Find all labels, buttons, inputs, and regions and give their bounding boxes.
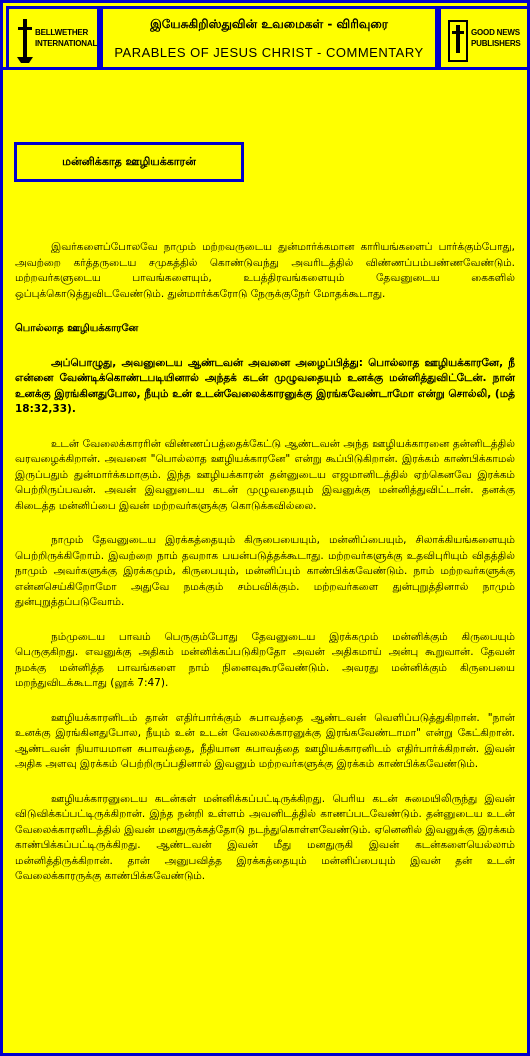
- scripture-quote: அப்பொழுது, அவனுடைய ஆண்டவன் அவனை அழைப்பித்து: பொல்லாத ஊழியக்காரனே, நீ என்னை வேண்டிக்கொண்டபடியினால் அந்தக் கடன் முழுவதையும் உனக்கு மன்னித்துவிட்டேன். நான் உனக்கு இரங்கினதுபோல, நீயும் உன் உடன்வேலைக்காரனுக்கு இரங்கவேண்டாமோ என்று சொல்லி, (மத் 18:32,33).: [15, 356, 515, 415]
- header-bar: [0, 0, 530, 70]
- paragraph: நாமும் தேவனுடைய இரக்கத்தையும் கிருபையையும், மன்னிப்பையும், சிலாக்கியங்களையும் பெற்றிருக்கிறோம். இவற்றை நாம் தவறாக பயன்படுத்தக்கூடாது. மற்றவர்களுக்கு உதவிபுரியும் விதத்தில் நாமும் அவர்களுக்கு இரக்கமும், கிருபையும், மன்னிப்பும் காண்பிக்கவேண்டும். நாம் மற்றவர்களுக்கு என்னசெய்கிறோமோ அதுவே நமக்கும் சம்பவிக்கும். மற்றவர்களை துன்புறுத்தினால் நாமும் துன்புறுத்தப்படுவோம்.: [15, 534, 515, 608]
- header-title: [100, 6, 438, 70]
- article-body: [15, 240, 515, 904]
- paragraph: நம்முடைய பாவம் பெருகும்போது தேவனுடைய இரக்கமும் மன்னிக்கும் கிருபையும் பெருகுகிறது. எவனுக்கு அதிகம் மன்னிக்கப்படுகிறதோ அவன் அதிகமாய் அன்பு கூறுவான். தேவன் நமக்கு மன்னித்த பாவங்களை நாம் நினைவுகூரவேண்டும். அவரது மன்னிக்கும் கிருபையை மறந்துவிடக்கூடாது (லூக் 7:47).: [15, 630, 515, 689]
- subheading: பொல்லாத ஊழியக்காரனே: [15, 323, 139, 334]
- paragraph: உடன் வேலைக்காரரின் விண்ணப்பத்தைக்கேட்டு ஆண்டவன் அந்த ஊழியக்காரனை தன்னிடத்தில் வரவழைக்கிறான். அவனை "பொல்லாத ஊழியக்காரனே" என்று கூப்பிடுகிறான். இரக்கம் காண்பிக்காமல் இருப்பதும் துன்மார்க்கமாகும். இந்த ஊழியக்காரன் தன்னுடைய எஜமானிடத்தில் ஏற்கெனவே இரக்கம் பெற்றிருப்பவன். அவன் இவனுடைய கடன் முழுவதையும் இவனுக்கு மன்னித்துவிட்டான். தனக்கு கிடைத்த மன்னிப்பை இவன் மற்றவர்களுக்கு கொடுக்கவில்லை.: [15, 437, 515, 512]
- title-english: PARABLES OF JESUS CHRIST - COMMENTARY: [114, 45, 424, 60]
- paragraph: ஊழியக்காரனுடைய கடன்கள் மன்னிக்கப்பட்டிருக்கிறது. பெரிய கடன் சுமையிலிருந்து இவன் விடுவிக்கப்பட்டிருக்கிறான். இந்த நன்றி உள்ளம் அவனிடத்தில் காணப்படவேண்டும். தன்னுடைய உடன் வேலைக்காரனிடத்தில் இவன் மனதுருக்கத்தோடு நடந்துகொள்ளவேண்டும். ஏனெனில் இவனுக்கு இரக்கம் காண்பிக்கப்பட்டிருக்கிறது. ஆண்டவன் இவன் மீது மனதுருகி இவன் கடன்களையெல்லாம் மன்னித்திருக்கிறான். தான் அனுபவித்த இரக்கத்தையும் மன்னிப்பையும் இவன் தன் உடன் வேலைக்காரருக்கு காண்பிக்கவேண்டும்.: [15, 792, 515, 882]
- paragraph: ஊழியக்காரனிடம் தான் எதிர்பார்க்கும் சுபாவத்தை ஆண்டவன் வெளிப்படுத்துகிறான். "நான் உனக்கு இரங்கினதுபோல, நீயும் உன் உடன் வேலைக்காரனுக்கு இரங்கவேண்டாமா" என்று கேட்கிறான். ஆண்டவன் நியாயமான சுபாவத்தை, நீதியான சுபாவத்தை ஊழியக்காரனிடம் எதிர்பார்க்கிறான். இவன் அதிக அளவு இரக்கம் பெற்றிருப்பதினால் இவனும் மற்றவர்களுக்கு இரக்கம் காண்பிக்கவேண்டும்.: [15, 711, 515, 770]
- good-news-logo-text: GOOD NEWS PUBLISHERS: [471, 28, 521, 48]
- cross-icon: [15, 17, 35, 65]
- book-icon: [447, 17, 469, 65]
- good-news-logo[interactable]: [438, 6, 530, 70]
- paragraph: இவர்களைப்போலவே நாமும் மற்றவருடைய துன்மார்க்கமான காரியங்களைப் பார்க்கும்போது, அவற்றை கர்த்தருடைய சமுகத்தில் கொண்டுவந்து அவரிடத்தில் விண்ணப்பம்பண்ணவேண்டும். மற்றவர்களுடைய பாவங்களையும், உபத்திரவங்களையும் தேவனுடைய கைகளில் ஒப்புக்கொடுத்துவிடவேண்டும். துன்மார்க்கரோடு நேருக்குநேர் மோதக்கூடாது.: [15, 241, 515, 300]
- section-title: மன்னிக்காத ஊழியக்காரன்: [14, 142, 244, 182]
- bellwether-logo[interactable]: [6, 6, 100, 70]
- bellwether-logo-text: BELLWETHER INTERNATIONAL: [35, 28, 98, 48]
- title-tamil: இயேசுகிறிஸ்துவின் உவமைகள் - விரிவுரை: [150, 17, 388, 31]
